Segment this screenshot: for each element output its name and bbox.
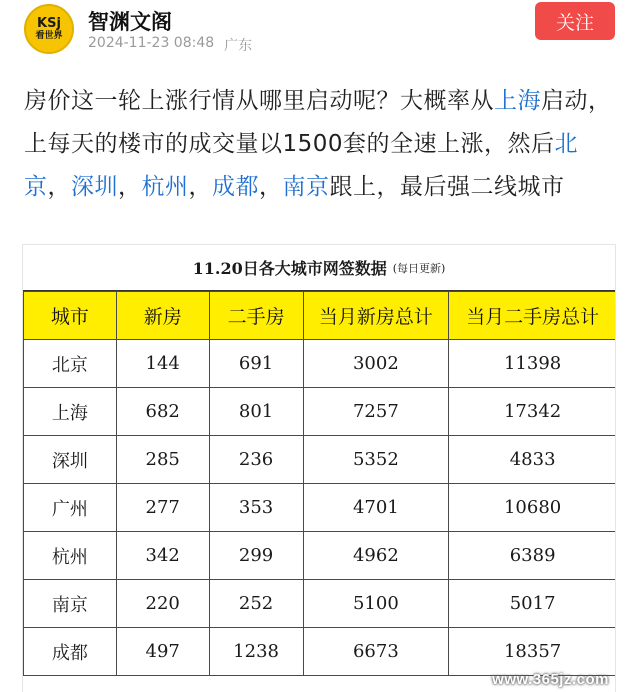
city-link-chengdu[interactable]: 成都	[212, 174, 259, 200]
table-row	[24, 484, 617, 532]
table-cell: 4833	[449, 436, 616, 484]
table-row	[24, 340, 617, 388]
table-cell: 801	[209, 388, 303, 436]
city-link-beijing[interactable]: 北京	[24, 131, 579, 200]
table-cell: 497	[116, 628, 209, 676]
table-row	[24, 580, 617, 628]
table-cell: 252	[209, 580, 303, 628]
table-header-row	[24, 292, 617, 340]
table-cell: 17342	[449, 388, 616, 436]
post-location: 广东	[224, 38, 253, 54]
table-cell: 上海	[24, 388, 117, 436]
table-cell: 5017	[449, 580, 616, 628]
column-header: 城市	[24, 292, 117, 340]
table-cell: 北京	[24, 340, 117, 388]
column-header: 新房	[116, 292, 209, 340]
table-cell: 4701	[303, 484, 449, 532]
table-row	[24, 388, 617, 436]
table-cell: 236	[209, 436, 303, 484]
follow-button[interactable]: 关注	[535, 2, 615, 40]
image-watermark: www.365jz.com	[492, 671, 609, 688]
table-cell: 299	[209, 532, 303, 580]
post-meta	[88, 35, 252, 55]
table-cell: 1238	[209, 628, 303, 676]
table-title	[23, 245, 615, 291]
table-cell: 广州	[24, 484, 117, 532]
table-row	[24, 532, 617, 580]
article-segment: 启动，上每天的楼市的成交量以1500套的全速上涨，然后	[24, 88, 612, 157]
table-cell: 5100	[303, 580, 449, 628]
city-link-nanjing[interactable]: 南京	[282, 174, 330, 200]
article-image-table[interactable]	[22, 244, 616, 692]
column-header: 当月新房总计	[303, 292, 449, 340]
table-cell: 3002	[303, 340, 449, 388]
table-cell: 6389	[449, 532, 616, 580]
column-header: 当月二手房总计	[449, 292, 616, 340]
article-separator: ，	[259, 174, 283, 200]
avatar-logo-subtext: 看世界	[35, 30, 63, 41]
table-cell: 11398	[449, 340, 616, 388]
table-cell: 7257	[303, 388, 449, 436]
table-cell: 18357	[449, 628, 616, 676]
city-link-shanghai[interactable]: 上海	[494, 88, 541, 114]
table-cell: 277	[116, 484, 209, 532]
table-cell: 4962	[303, 532, 449, 580]
city-link-shenzhen[interactable]: 深圳	[71, 174, 118, 200]
avatar-logo-text: KSj	[37, 15, 61, 31]
table-row	[24, 628, 617, 676]
table-cell: 杭州	[24, 532, 117, 580]
table-cell: 144	[116, 340, 209, 388]
table-cell: 691	[209, 340, 303, 388]
author-avatar[interactable]	[24, 4, 74, 54]
table-cell: 285	[116, 436, 209, 484]
column-header: 二手房	[209, 292, 303, 340]
table-cell: 220	[116, 580, 209, 628]
article-text	[24, 80, 624, 209]
table-cell: 成都	[24, 628, 117, 676]
table-cell: 10680	[449, 484, 616, 532]
table-cell: 682	[116, 388, 209, 436]
post-timestamp: 2024-11-23 08:48	[88, 35, 215, 51]
article-separator: ，	[188, 174, 212, 200]
article-separator: ，	[47, 174, 71, 200]
article-segment: 跟上，最后强二线城市	[329, 174, 565, 200]
article-separator: ，	[118, 174, 142, 200]
table-title-text: 11.20日各大城市网签数据	[192, 259, 387, 278]
table-cell: 342	[116, 532, 209, 580]
city-sales-table	[23, 291, 616, 676]
city-link-hangzhou[interactable]: 杭州	[141, 174, 189, 200]
author-name[interactable]: 智渊文阁	[88, 10, 172, 34]
table-cell: 6673	[303, 628, 449, 676]
table-subtitle: (每日更新)	[392, 261, 446, 275]
table-cell: 深圳	[24, 436, 117, 484]
table-cell: 353	[209, 484, 303, 532]
article-segment: 房价这一轮上涨行情从哪里启动呢？大概率从	[24, 88, 494, 114]
table-row	[24, 436, 617, 484]
table-cell: 5352	[303, 436, 449, 484]
table-cell: 南京	[24, 580, 117, 628]
